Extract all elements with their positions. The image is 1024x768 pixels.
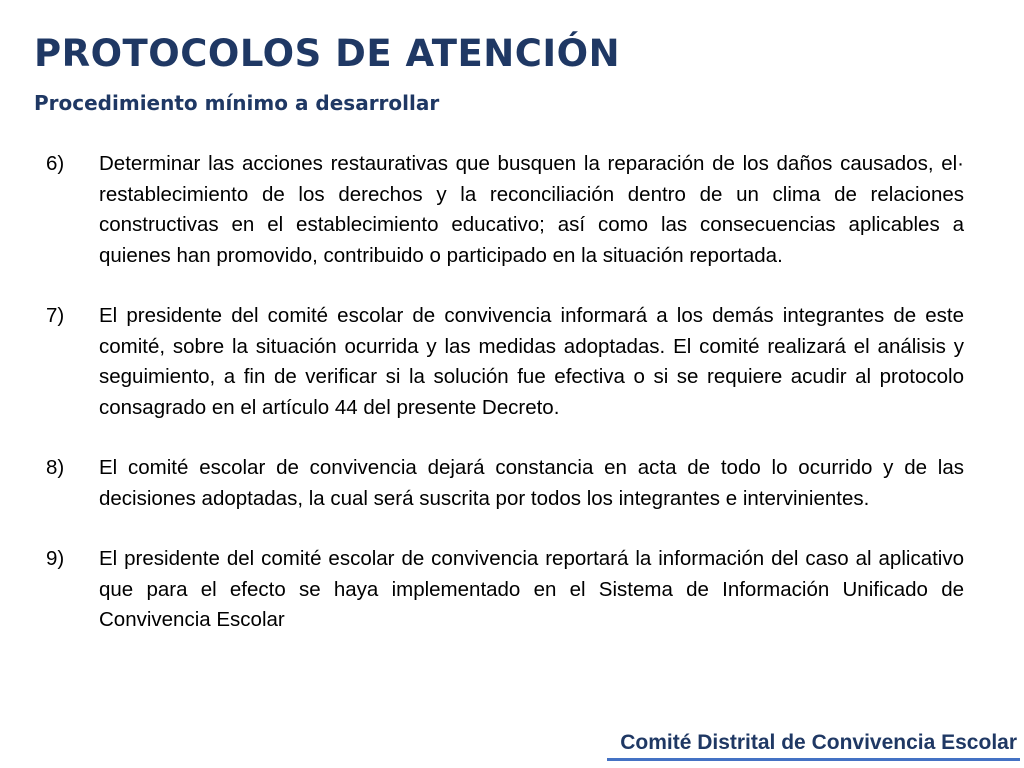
list-item [46,149,964,271]
slide-subtitle: Procedimiento mínimo a desarrollar [34,91,440,115]
item-text: El comité escolar de convivencia dejará constancia en acta de todo lo ocurrido y de las decisiones adoptadas, la cual será suscrita por todos los integrantes e intervinientes. [99,456,964,510]
item-number: 8) [46,456,65,479]
procedure-list [46,149,964,666]
item-number: 7) [46,304,65,327]
item-text: El presidente del comité escolar de convivencia reportará la información del caso al aplicativo que para el efecto se haya implementado en el Sistema de Información Unificado de Convivencia Escolar [99,547,964,631]
footer-label: Comité Distrital de Convivencia Escolar [620,731,1017,754]
list-item [46,301,964,423]
footer-rule [607,758,1020,761]
list-item [46,544,964,636]
slide-title: PROTOCOLOS DE ATENCIÓN [34,32,621,75]
item-text: Determinar las acciones restaurativas que busquen la reparación de los daños causados, el· restablecimiento de los derechos y la reconciliación dentro de un clima de relaciones constructivas en el establecimiento educativo; así como las consecuencias aplicables a quienes han promovido, contribuido o participado en la situación reportada. [99,152,964,267]
item-number: 6) [46,152,65,175]
list-item [46,453,964,514]
item-number: 9) [46,547,65,570]
item-text: El presidente del comité escolar de convivencia informará a los demás integrantes de este comité, sobre la situación ocurrida y las medidas adoptadas. El comité realizará el análisis y seguimiento, a fin de verificar si la solución fue efectiva o si se requiere acudir al protocolo consagrado en el artículo 44 del presente Decreto. [99,304,964,419]
